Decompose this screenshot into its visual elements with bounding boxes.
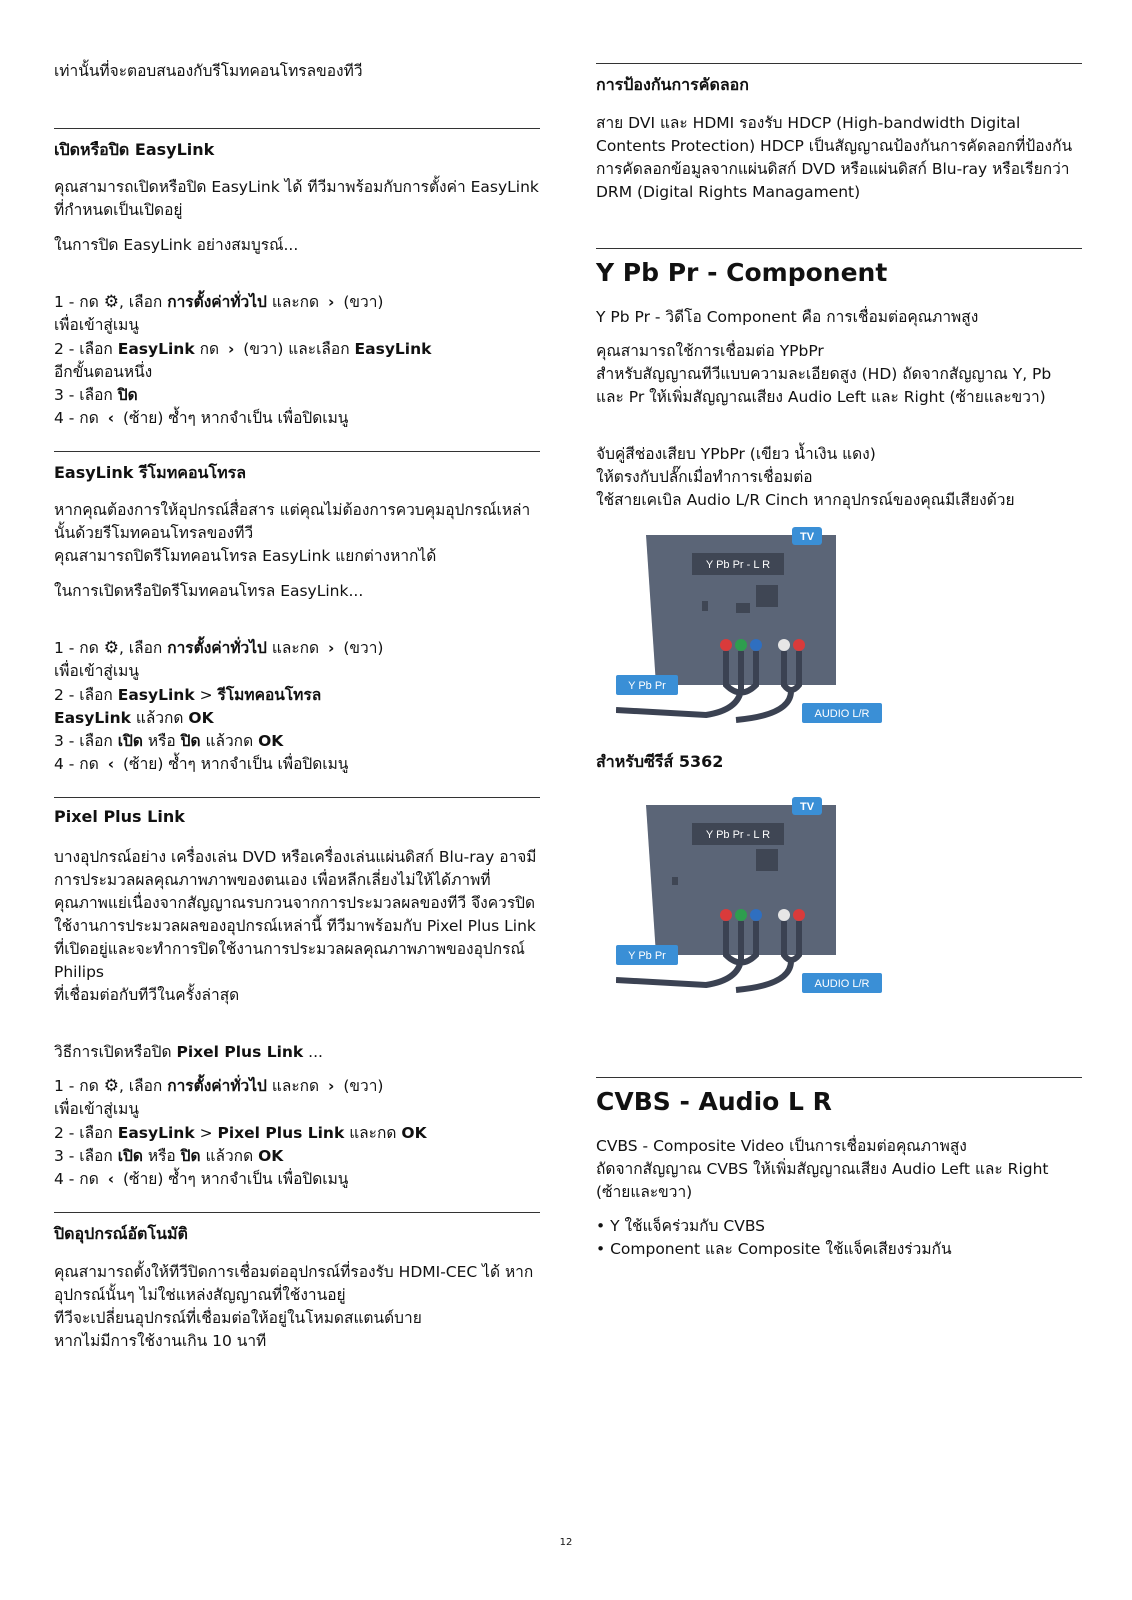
paragraph: คุณสามารถใช้การเชื่อมต่อ YPbPr สำหรับสัญญาณทีวีแบบความละเอียดสูง (HD) ถัดจากสัญญาณ Y, Pb และ Pr ให้เพิ่มสัญญาณเสียง Audio Left และ Right (ซ้ายและขวา) — [596, 342, 1052, 406]
step-4: 4 - กด ‹ (ซ้าย) ซ้ำๆ หากจำเป็น เพื่อปิดเมนู — [54, 384, 540, 430]
step-3: 3 - เลือก เปิด หรือ ปิด แล้วกด OK — [54, 732, 284, 750]
section-heading-auto-off: ปิดอุปกรณ์อัตโนมัติ — [54, 1224, 188, 1243]
tv-badge-label: TV — [799, 801, 815, 813]
paragraph: Y Pb Pr - วิดีโอ Component คือ การเชื่อมต่อคุณภาพสูง — [596, 308, 979, 326]
plug-red — [793, 639, 805, 651]
cable-label: Y Pb Pr — [628, 950, 666, 962]
section-divider — [54, 1212, 540, 1213]
step-4: 4 - กด ‹ (ซ้าย) ซ้ำๆ หากจำเป็น เพื่อปิดเมนู — [54, 1145, 540, 1191]
paragraph: คุณสามารถเปิดหรือปิด EasyLink ได้ ทีวีมาพร้อมกับการตั้งค่า EasyLink ที่กำหนดเป็นเปิดอยู่ — [54, 178, 539, 219]
chevron-left-icon: ‹ — [107, 755, 115, 773]
chevron-right-icon: › — [328, 293, 335, 311]
ypbpr-connection-diagram-5362 — [616, 795, 906, 1005]
paragraph: ในการเปิดหรือปิดรีโมทคอนโทรล EasyLink... — [54, 582, 364, 600]
plug-green — [735, 639, 747, 651]
port-label: Y Pb Pr - L R — [705, 559, 771, 571]
port-block — [736, 603, 750, 613]
step-1: 1 - กด ⚙, เลือก การตั้งค่าทั่วไป และกด › (ขวา) เพื่อเข้าสู่เมนู — [54, 638, 384, 680]
audio-label: AUDIO L/R — [814, 708, 870, 720]
paragraph: ในการปิด EasyLink อย่างสมบูรณ์... — [54, 236, 299, 254]
section-divider — [54, 797, 540, 798]
intro-text: เท่านั้นที่จะตอบสนองกับรีโมทคอนโทรลของทีวี — [54, 62, 363, 80]
paragraph: บางอุปกรณ์อย่าง เครื่องเล่น DVD หรือเครื่องเล่นแผ่นดิสก์ Blu-ray อาจมีการประมวลผลคุณภาพภาพของตนเอง เพื่อหลีกเลี่ยงไม่ให้ได้ภาพที่คุณภาพแย่เนื่องจากสัญญาณรบกวนจากการประมวลผลของทีวี จึงควรปิดใช้งานการประมวลผลของอุปกรณ์เหล่านี้ ทีวีมาพร้อมกับ Pixel Plus Link ที่เปิดอยู่และจะทำการปิดใช้งานการประมวลผลคุณภาพภาพของอุปกรณ์ Philips ที่เชื่อมต่อกับทีวีในครั้งล่าสุด — [54, 848, 537, 1004]
paragraph: วิธีการเปิดหรือปิด Pixel Plus Link ... — [54, 1043, 323, 1061]
paragraph: หากคุณต้องการให้อุปกรณ์สื่อสาร แต่คุณไม่ต้องการควบคุมอุปกรณ์เหล่านั้นด้วยรีโมทคอนโทรลของทีวี คุณสามารถปิดรีโมทคอนโทรล EasyLink แยกต่างหากได้ — [54, 501, 531, 565]
bullet-item: • Y ใช้แจ็คร่วมกับ CVBS — [596, 1217, 766, 1235]
section-divider — [54, 451, 540, 452]
port-block — [672, 877, 678, 885]
audio-label: AUDIO L/R — [814, 978, 870, 990]
step-3: 3 - เลือก เปิด หรือ ปิด แล้วกด OK — [54, 1147, 284, 1165]
step-2: 2 - เลือก EasyLink > Pixel Plus Link และกด OK — [54, 1124, 427, 1142]
port-block — [756, 849, 778, 871]
paragraph: จับคู่สีช่องเสียบ YPbPr (เขียว น้ำเงิน แดง) ให้ตรงกับปลั๊กเมื่อทำการเชื่อมต่อ ใช้สายเคเบิล Audio L/R Cinch หากอุปกรณ์ของคุณมีเสียงด้วย — [596, 445, 1015, 509]
plug-green — [735, 909, 747, 921]
plug-white — [778, 639, 790, 651]
section-divider — [54, 128, 540, 129]
port-block — [702, 601, 708, 611]
plug-blue — [750, 909, 762, 921]
ypbpr-connection-diagram — [616, 525, 906, 735]
step-1: 1 - กด ⚙, เลือก การตั้งค่าทั่วไป และกด › (ขวา) เพื่อเข้าสู่เมนู — [54, 1076, 384, 1118]
page-number: 12 — [559, 1537, 573, 1548]
plug-red — [720, 639, 732, 651]
chevron-right-icon: › — [328, 1077, 335, 1095]
section-heading-ypbpr: Y Pb Pr - Component — [596, 258, 888, 287]
gear-icon: ⚙ — [103, 292, 119, 312]
paragraph: CVBS - Composite Video เป็นการเชื่อมต่อคุณภาพสูง ถัดจากสัญญาณ CVBS ให้เพิ่มสัญญาณเสียง Audio Left และ Right (ซ้ายและขวา) — [596, 1137, 1049, 1201]
port-block — [756, 585, 778, 607]
plug-blue — [750, 639, 762, 651]
section-heading-copy-protection: การป้องกันการคัดลอก — [596, 75, 749, 94]
bullet-item: • Component และ Composite ใช้แจ็คเสียงร่วมกัน — [596, 1240, 952, 1258]
section-divider — [596, 248, 1082, 249]
gear-icon: ⚙ — [103, 1076, 119, 1096]
paragraph: คุณสามารถตั้งให้ทีวีปิดการเชื่อมต่ออุปกรณ์ที่รองรับ HDMI-CEC ได้ หากอุปกรณ์นั้นๆ ไม่ใช่แหล่งสัญญาณที่ใช้งานอยู่ ทีวีจะเปลี่ยนอุปกรณ์ที่เชื่อมต่อให้อยู่ในโหมดสแตนด์บาย หากไม่มีการใช้งานเกิน 10 นาที — [54, 1263, 534, 1350]
plug-red — [720, 909, 732, 921]
section-divider — [596, 63, 1082, 64]
cable-label: Y Pb Pr — [628, 680, 666, 692]
section-heading-cvbs: CVBS - Audio L R — [596, 1087, 832, 1116]
plug-red — [793, 909, 805, 921]
step-4: 4 - กด ‹ (ซ้าย) ซ้ำๆ หากจำเป็น เพื่อปิดเมนู — [54, 730, 540, 776]
tv-badge-label: TV — [799, 531, 815, 543]
series-label: สำหรับซีรีส์ 5362 — [596, 752, 724, 771]
gear-icon: ⚙ — [103, 638, 119, 658]
section-heading-easylink-onoff: เปิดหรือปิด EasyLink — [54, 140, 215, 159]
section-heading-easylink-remote: EasyLink รีโมทคอนโทรล — [54, 463, 247, 482]
section-heading-pixel-plus: Pixel Plus Link — [54, 807, 185, 826]
step-2: 2 - เลือก EasyLink > รีโมทคอนโทรล EasyLink แล้วกด OK — [54, 686, 322, 727]
port-label: Y Pb Pr - L R — [705, 829, 771, 841]
step-1: 1 - กด ⚙, เลือก การตั้งค่าทั่วไป และกด › (ขวา) เพื่อเข้าสู่เมนู — [54, 292, 384, 334]
step-2: 2 - เลือก EasyLink กด › (ขวา) และเลือก EasyLink อีกขั้นตอนหนึ่ง — [54, 340, 432, 381]
chevron-left-icon: ‹ — [107, 409, 115, 427]
step-3: 3 - เลือก ปิด — [54, 386, 138, 404]
chevron-left-icon: ‹ — [107, 1170, 115, 1188]
plug-white — [778, 909, 790, 921]
section-divider — [596, 1077, 1082, 1078]
chevron-right-icon: › — [227, 340, 235, 358]
paragraph: สาย DVI และ HDMI รองรับ HDCP (High-bandwidth Digital Contents Protection) HDCP เป็นสัญญาณป้องกันการคัดลอกที่ป้องกันการคัดลอกข้อมูลจากแผ่นดิสก์ DVD หรือแผ่นดิสก์ Blu-ray หรือเรียกว่า DRM (Digital Rights Managament) — [596, 114, 1073, 201]
chevron-right-icon: › — [328, 639, 335, 657]
